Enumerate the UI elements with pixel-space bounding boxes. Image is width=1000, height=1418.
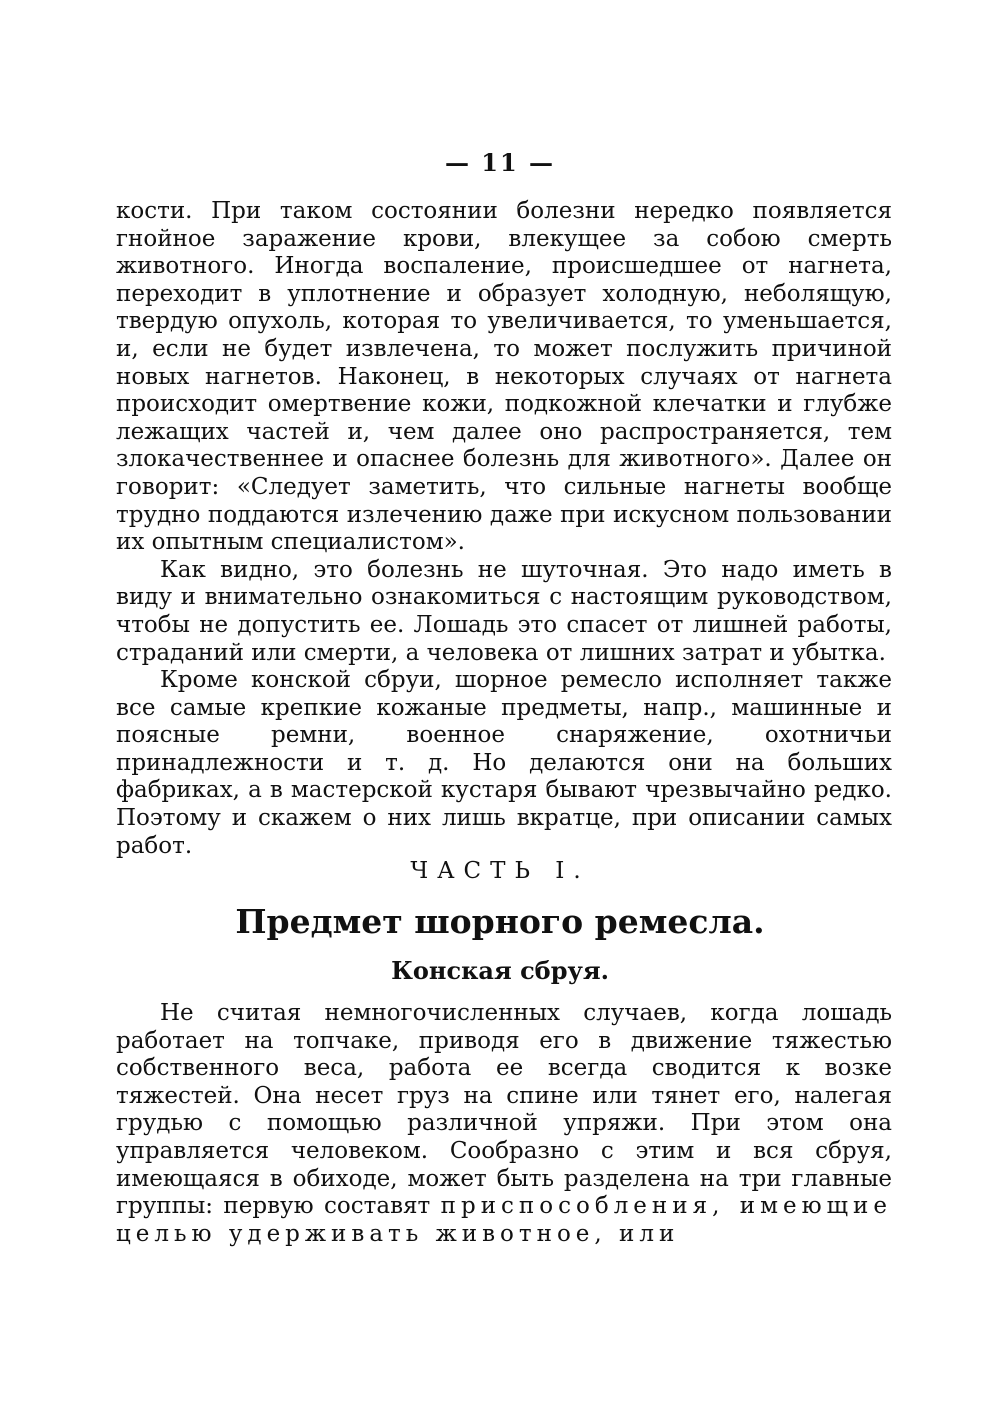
emphasized-text: приспособления, имеющие целью удерживать животное, или <box>116 1193 892 1247</box>
paragraph-text: Не считая немногочисленных случаев, когда лошадь работает на топчаке, приводя его в движение тяжестью собственного веса, работа ее всегда сводится к возке тяжестей. Она несет груз на спине или тянет его, налегая грудью с помощью различной упряжи. При этом она управляется человеком. Сообразно с этим и вся сбруя, имеющаяся в обиходе, может быть разделена на три главные группы: первую составят <box>116 1000 892 1220</box>
part-label: ЧАСТЬ I. <box>410 858 590 884</box>
paragraph: Кроме конской сбруи, шорное ремесло исполняет также все самые крепкие кожаные предметы, напр., машинные и поясные ремни, военное снаряжение, охотничьи принадлежности и т. д. Но делаются они на больших фабриках, а в мастерской кустаря бывают чрезвычайно редко. Поэтому и скажем о них лишь вкратце, при описании самых работ. <box>116 667 892 859</box>
sub-title: Конская сбруя. <box>391 956 609 985</box>
paragraph: Как видно, это болезнь не шуточная. Это надо иметь в виду и внимательно ознакомиться с настоящим руководством, чтобы не допустить ее. Лошадь это спасет от лишней работы, страданий или смерти, а человека от лишних затрат и убытка. <box>116 556 892 666</box>
body-text-bottom <box>116 1000 892 1248</box>
body-text-top <box>116 198 892 860</box>
paragraph: кости. При таком состоянии болезни нередко появляется гнойное заражение крови, влекущее за собою смерть животного. Иногда воспаление, происшедшее от нагнета, переходит в уплотнение и образует холодную, неболящую, твердую опухоль, которая то увеличивается, то уменьшается, и, если не будет извлечена, то может послужить причиной новых нагнетов. Наконец, в некоторых случаях от нагнета происходит омертвение кожи, подкожной клечатки и глубже лежащих частей и, чем далее оно распространяется, тем злокачественнее и опаснее болезнь для животного». Далее он говорит: «Следует заметить, что сильные нагнеты вообще трудно поддаются излечению даже при искусном пользовании их опытным специалистом». <box>116 198 892 556</box>
paragraph <box>116 1000 892 1248</box>
page-number: — 11 — <box>444 148 556 177</box>
section-title: Предмет шорного ремесла. <box>235 902 765 941</box>
